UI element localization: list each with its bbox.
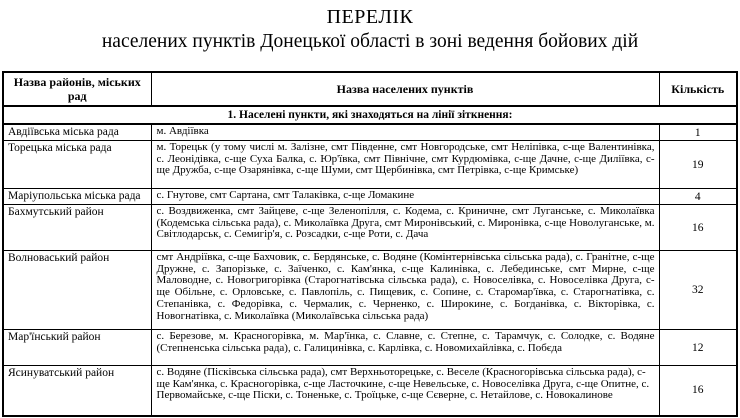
table-row: [3, 124, 737, 141]
settlements-cell: с. Березове, м. Красногорівка, м. Мар'їнка, с. Славне, с. Степне, с. Тарамчук, с. Солодке, с. Водяне (Степненська сільська рада), с. Галицинівка, с. Карлівка, с. Новомихайлівка, с. Побєда: [151, 330, 659, 366]
count-cell: 1: [659, 124, 737, 141]
settlements-table: [2, 71, 738, 417]
settlements-cell: с. Водяне (Пісківська сільська рада), смт Верхньоторецьке, с. Веселе (Красногорівська сільська рада), с-ще Кам'янка, с. Красногорівка, с-ще Ласточкине, с-ще Невельське, с. Новоселівка Друга, с-ще Опитне, с. Первомайське, с-ще Піски, с. Тоненьке, с. Троїцьке, с-ще Сєверне, с. Нетайлове, с. Новокалинове: [151, 366, 659, 416]
district-cell: Ясинуватський район: [3, 366, 151, 416]
settlements-cell: смт Андріївка, с-ще Бахчовик, с. Бердянське, с. Водяне (Комінтернівська сільська рада), с. Гранітне, с-ще Дружне, с. Запорізьке, с. Заїченко, с. Кам'янка, с-ще Калинівка, с. Лебединське, смт Мирне, с-ще Маловодне, с. Новогригорівка (Старогнатівська сільська рада), с. Новоселівка, с. Новоселівка Друга, с-ще Обільне, с. Орловське, с. Павлопіль, с. Пищевик, с. Сопине, с. Старомар'ївка, с. Старогнатівка, с. Степанівка, с. Федорівка, с. Чермалик, с. Черненко, с. Широкине, с. Богданівка, с. Вікторівка, с. Новогнатівка, с. Миколаївка (Миколаївська сільська рада): [151, 251, 659, 330]
count-cell: 16: [659, 366, 737, 416]
column-header-count: Кількість: [659, 72, 737, 106]
settlements-cell: с. Воздвиженка, смт Зайцеве, с-ще Зеленопілля, с. Кодема, с. Криничне, смт Луганське, с. Миколаївка (Кодемська сільська рада), с. Миколаївка Друга, смт Миронівський, с. Миронівка, с-ще Новолуганське, м. Світлодарськ, с. Семигір'я, с. Розсадки, с-ще Роти, с. Дача: [151, 205, 659, 251]
district-cell: Торецька міська рада: [3, 141, 151, 189]
title-line1: ПЕРЕЛІК: [326, 6, 414, 28]
table-row: [3, 205, 737, 251]
district-cell: Бахмутський район: [3, 205, 151, 251]
table-row: [3, 251, 737, 330]
table-row: [3, 189, 737, 205]
district-cell: Волноваський район: [3, 251, 151, 330]
district-cell: Мар'їнський район: [3, 330, 151, 366]
district-cell: Маріупольська міська рада: [3, 189, 151, 205]
settlements-cell: м. Торецьк (у тому числі м. Залізне, смт Південне, смт Новгородське, смт Неліпівка, с-ще Валентинівка, с. Леонідівка, с-ще Суха Балка, с. Юр'ївка, смт Північне, смт Курдюмівка, с-ще Дачне, с-ще Диліївка, с-ще Дружба, с-ще Озарянівка, с-ще Шуми, смт Щербинівка, смт Петрівка, с-ще Кримське): [151, 141, 659, 189]
column-header-districts: Назва районів, міських рад: [3, 72, 151, 106]
count-cell: 32: [659, 251, 737, 330]
title-line2: населених пунктів Донецької області в зоні ведення бойових дій: [101, 31, 639, 52]
section-header-row: [3, 106, 737, 124]
settlements-cell: с. Гнутове, смт Сартана, смт Талаківка, с-ще Ломакине: [151, 189, 659, 205]
document-title: [0, 0, 740, 54]
column-header-settlements: Назва населених пунктів: [151, 72, 659, 106]
count-cell: 16: [659, 205, 737, 251]
district-cell: Авдіївська міська рада: [3, 124, 151, 141]
count-cell: 4: [659, 189, 737, 205]
count-cell: 19: [659, 141, 737, 189]
table-row: [3, 330, 737, 366]
settlements-cell: м. Авдіївка: [151, 124, 659, 141]
section-header-label: 1. Населені пункти, які знаходяться на лінії зіткнення:: [3, 106, 737, 124]
table-header-row: [3, 72, 737, 106]
count-cell: 12: [659, 330, 737, 366]
table-row: [3, 366, 737, 416]
table-row: [3, 141, 737, 189]
